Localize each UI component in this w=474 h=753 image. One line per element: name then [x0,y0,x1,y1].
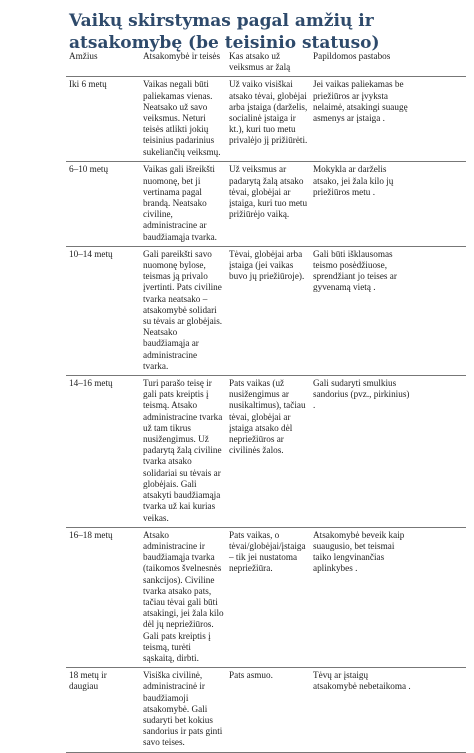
table-row [66,246,466,375]
header-age: Amžius [66,49,140,77]
cell-responsible: Pats vaikas, o tėvai/globėjai/įstaiga – tik jei nustatoma nepriežiūra. [226,527,310,667]
cell-age: 18 metų ir daugiau [66,668,140,752]
age-responsibility-table [66,49,466,753]
cell-responsible: Pats vaikas (už nusižengimus ar nusikaltimus), tačiau tėvai, globėjai ar įstaiga atsako dėl nepriežiūros ar civilinės žalos. [226,376,310,528]
cell-responsible: Tėvai, globėjai arba įstaiga (jei vaikas buvo jų priežiūroje). [226,246,310,375]
cell-age: 14–16 metų [66,376,140,528]
cell-rights: Visiška civilinė, administracinė ir baudžiamoji atsakomybė. Gali sudaryti bet kokius sandorius ir pats ginti savo teises. [140,668,226,752]
notes-text: Tėvų ar įstaigų atsakomybė nebetaikoma . [313,670,411,692]
table-row [66,527,466,667]
cell-notes [310,162,466,246]
cell-rights: Turi parašo teisę ir gali pats kreiptis į teismą. Atsako administracine tvarka už tam tikrus nusižengimus. Už padarytą žalą civiline tvarka atsako solidariai su tėvais ar globėjais. Gali atsakyti baudžiamąja tvarka už kai kurias veikas. [140,376,226,528]
cell-age: 6–10 metų [66,162,140,246]
table-header-row [66,49,466,77]
cell-age: Iki 6 metų [66,77,140,162]
cell-notes [310,668,466,752]
notes-text: Jei vaikas paliekamas be priežiūros ar įvyksta nelaimė, atsakingi suaugę asmenys ar įstaiga . [313,79,408,124]
cell-rights: Vaikas negali būti paliekamas vienas. Neatsako už savo veiksmus. Neturi teisės atlikti jokių teisinius padarinius sukeliančių veiksmų. [140,77,226,162]
cell-responsible: Pats asmuo. [226,668,310,752]
notes-text: Gali būti išklausomas teismo posėdžiuose, sprendžiant jo teises ar gyvenamą vietą . [313,248,397,293]
header-responsible: Kas atsako už veiksmus ar žalą [226,49,310,77]
cell-notes [310,77,466,162]
table-row [66,376,466,528]
table-row [66,162,466,246]
table-row [66,668,466,752]
cell-notes [310,376,466,528]
cell-notes [310,246,466,375]
document-title: Vaikų skirstymas pagal amžių ir atsakomybę (be teisinio statuso) [69,11,380,53]
cell-responsible: Už veiksmus ar padarytą žalą atsako tėvai, globėjai ar įstaiga, kuri tuo metu prižiūrėjo vaiką. [226,162,310,246]
cell-rights: Vaikas gali išreikšti nuomonę, bet ji vertinama pagal brandą. Neatsako civiline, administracine ar baudžiamąja tvarka. [140,162,226,246]
cell-age: 16–18 metų [66,527,140,667]
notes-text: Atsakomybė beveik kaip suaugusio, bet teismai taiko lengvinančias aplinkybes . [313,529,405,574]
cell-responsible: Už vaiko visiškai atsako tėvai, globėjai arba įstaiga (darželis, socialinė įstaiga ir kt.), kuri tuo metu privalėjo jį prižiūrėti. [226,77,310,162]
cell-rights: Atsako administracine ir baudžiamąja tvarka (taikomos švelnesnės sankcijos). Civiline tvarka atsako pats, tačiau tėvai gali būti atsakingi, jei žala kilo dėl jų nepriežiūros. Gali pats kreiptis į teismą, turėti sąskaitą, dirbti. [140,527,226,667]
cell-rights: Gali pareikšti savo nuomonę bylose, teismas ją privalo įvertinti. Pats civiline tvarka neatsako – atsakomybė solidari su tėvais ar globėjais. Neatsako baudžiamąja ar administracine tvarka. [140,246,226,375]
cell-notes [310,527,466,667]
header-notes: Papildomos pastabos [310,49,466,77]
table-row [66,77,466,162]
notes-text: Mokykla ar darželis atsako, jei žala kilo jų priežiūros metu . [313,164,394,197]
notes-text: Gali sudaryti smulkius sandorius (pvz., pirkinius) . [313,378,410,411]
header-rights: Atsakomybė ir teisės [140,49,226,77]
cell-age: 10–14 metų [66,246,140,375]
